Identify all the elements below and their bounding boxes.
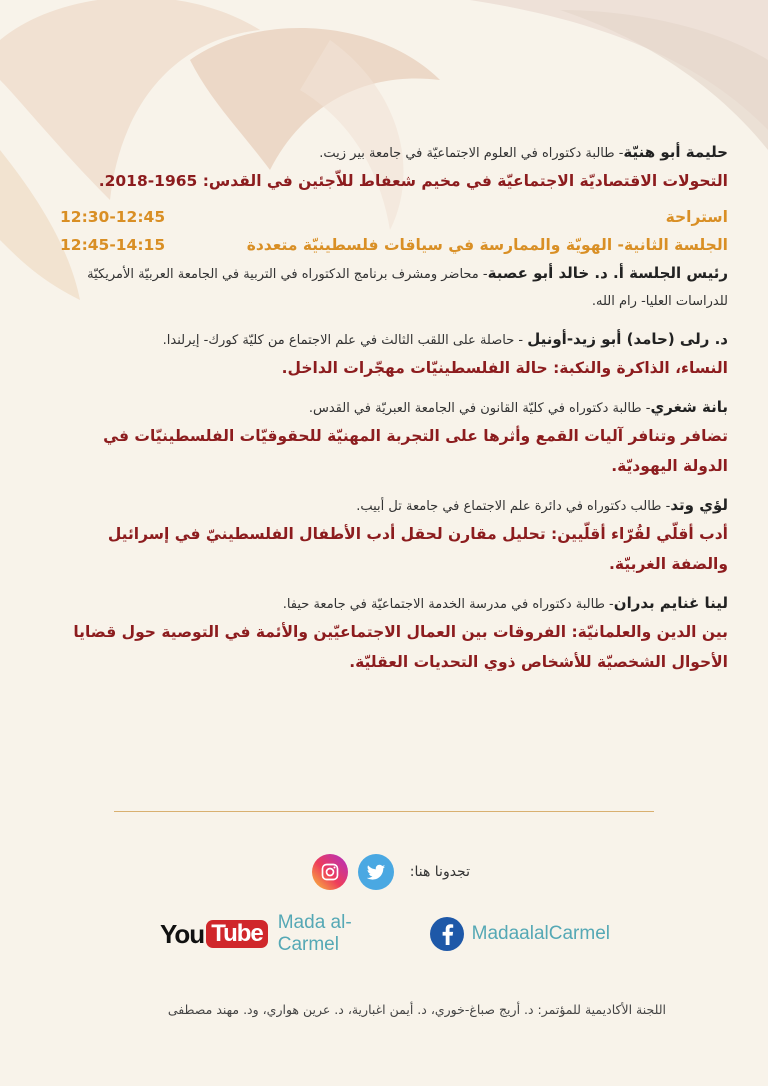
session-chair xyxy=(60,260,728,315)
youtube-handle: Mada al-Carmel xyxy=(277,912,352,955)
speaker-entry xyxy=(60,493,728,579)
speaker-entry xyxy=(60,591,728,677)
speaker-line xyxy=(60,327,728,353)
academic-committee: اللجنة الأكاديمية للمؤتمر: د. أريج صباغ-خوري، د. أيمن اغبارية، د. عرين هواري، ود. مهند مصطفى xyxy=(167,1002,666,1017)
follow-us-row xyxy=(300,852,470,892)
twitter-icon[interactable] xyxy=(358,854,394,890)
youtube-logo-you: You xyxy=(160,918,205,949)
speaker-entry xyxy=(60,327,728,383)
speaker-entry xyxy=(60,140,728,196)
facebook-handle: MadaalalCarmel xyxy=(471,923,610,944)
speaker-name: لؤي وتد xyxy=(670,496,728,514)
speaker-desc: - حاصلة على اللقب الثالث في علم الاجتماع من كليّة كورك- إيرلندا. xyxy=(162,333,528,348)
speaker-desc: - طالب دكتوراه في دائرة علم الاجتماع في جامعة تل أبيب. xyxy=(356,499,671,514)
session-row xyxy=(60,236,728,254)
speaker-name: حليمة أبو هنيّة xyxy=(623,143,728,161)
talk-title: النساء، الذاكرة والنكبة: حالة الفلسطينيّات مهجّرات الداخل. xyxy=(281,359,728,377)
speaker-entry xyxy=(60,395,728,481)
social-links-row xyxy=(160,912,610,956)
facebook-icon xyxy=(430,917,464,951)
session-block xyxy=(60,236,728,315)
speaker-name: لينا غنايم بدران xyxy=(613,594,728,612)
youtube-logo xyxy=(160,919,268,950)
break-row xyxy=(60,208,728,226)
speaker-desc: - طالبة دكتوراه في العلوم الاجتماعيّة في جامعة بير زيت. xyxy=(319,146,624,161)
talk-title: تضافر وتنافر آليات القمع وأثرها على التجربة المهنيّة للحقوقيّات الفلسطينيّات في الدولة اليهوديّة. xyxy=(103,427,728,475)
break-time: 12:30-12:45 xyxy=(60,208,166,226)
speaker-desc: - طالبة دكتوراه في مدرسة الخدمة الاجتماعيّة في جامعة حيفا. xyxy=(282,597,614,612)
speaker-line xyxy=(60,493,728,519)
talk-title: أدب أقلّي لقُرّاء أقلّيين: تحليل مقارن لحقل أدب الأطفال الفلسطينيّ في إسرائيل والضفة الغربيّة. xyxy=(107,525,728,573)
session-time: 12:45-14:15 xyxy=(60,236,166,254)
break-label: استراحة xyxy=(665,208,728,226)
follow-label: تجدونا هنا: xyxy=(409,864,470,880)
facebook-link[interactable] xyxy=(430,917,610,951)
chair-name: رئيس الجلسة أ. د. خالد أبو عصبة xyxy=(487,264,728,282)
chair-desc: - محاضر ومشرف برنامج الدكتوراه في التربية في الجامعة العربيّة الأمريكيّة للدراسات العليا- رام الله. xyxy=(87,267,728,309)
speaker-line xyxy=(60,140,728,166)
speaker-line xyxy=(60,395,728,421)
talk-title: التحولات الاقتصاديّة الاجتماعيّة في مخيم شعفاط للاّجئين في القدس: 1965-2018. xyxy=(98,172,728,190)
instagram-icon[interactable] xyxy=(312,854,348,890)
youtube-logo-tube: Tube xyxy=(206,920,268,948)
speaker-name: بانة شغري xyxy=(650,398,728,416)
session-title: الجلسة الثانية- الهويّة والممارسة في سياقات فلسطينيّة متعددة xyxy=(246,236,728,254)
footer-divider xyxy=(114,811,654,812)
speaker-name: د. رلى (حامد) أبو زيد-أونيل xyxy=(527,330,728,348)
youtube-link[interactable] xyxy=(160,912,408,956)
speaker-line xyxy=(60,591,728,617)
program-content xyxy=(60,140,728,689)
talk-title: بين الدين والعلمانيّة: الفروقات بين العمال الاجتماعيّين والأئمة في التوصية حول قضايا الأحوال الشخصيّة للأشخاص ذوي التحديات العقليّة. xyxy=(73,623,728,671)
speaker-desc: - طالبة دكتوراه في كليّة القانون في الجامعة العبريّة في القدس. xyxy=(308,401,651,416)
